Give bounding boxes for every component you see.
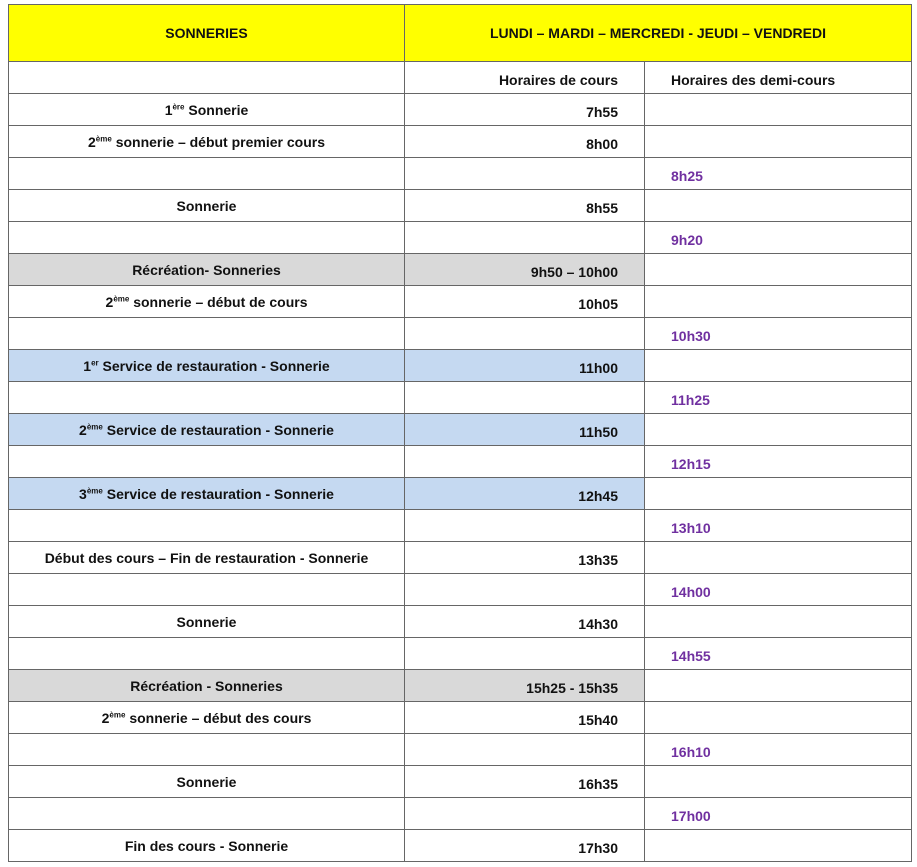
horaire-demi-cell bbox=[644, 606, 911, 637]
sonnerie-label-pre: Début des cours – Fin de restauration - Sonnerie bbox=[44, 549, 369, 566]
horaire-demi-cell bbox=[644, 158, 911, 189]
horaire-cours-cell bbox=[404, 190, 644, 221]
horaire-cours-cell bbox=[404, 318, 644, 349]
horaire-demi-cell bbox=[644, 638, 911, 669]
table-row bbox=[8, 478, 912, 510]
table-row bbox=[8, 94, 912, 126]
horaire-demi-cell bbox=[644, 382, 911, 413]
horaire-demi-cell bbox=[644, 670, 911, 701]
horaire-cours-cell bbox=[404, 478, 644, 509]
sonnerie-cell bbox=[9, 798, 404, 829]
sonnerie-label-sup: ème bbox=[113, 293, 130, 303]
horaire-cours-cell bbox=[404, 542, 644, 573]
sonnerie-cell bbox=[9, 414, 404, 445]
table-row bbox=[8, 734, 912, 766]
sonnerie-label bbox=[177, 774, 237, 790]
horaire-cours-cell bbox=[404, 414, 644, 445]
sonnerie-label-sup: ème bbox=[86, 421, 103, 431]
horaire-demi-cell bbox=[644, 830, 911, 861]
horaire-cours-cell bbox=[404, 222, 644, 253]
horaire-cours-cell bbox=[404, 510, 644, 541]
table-row bbox=[8, 126, 912, 158]
table-row bbox=[8, 190, 912, 222]
horaire-cours-value: 10h05 bbox=[578, 296, 618, 312]
sonnerie-label bbox=[130, 678, 283, 694]
horaire-demi-cell bbox=[644, 702, 911, 733]
table-row bbox=[8, 318, 912, 350]
horaire-cours-value: 14h30 bbox=[578, 616, 618, 632]
schedule-table bbox=[8, 4, 912, 862]
horaire-cours-value: 8h55 bbox=[586, 200, 618, 216]
sonnerie-cell bbox=[9, 766, 404, 797]
sonnerie-label-post: sonnerie – début de cours bbox=[129, 293, 308, 310]
horaire-demi-cell bbox=[644, 542, 911, 573]
sonnerie-label bbox=[83, 358, 329, 374]
sonnerie-cell bbox=[9, 222, 404, 253]
horaire-cours-cell bbox=[404, 286, 644, 317]
horaire-cours-value: 11h50 bbox=[579, 424, 618, 440]
sonnerie-label bbox=[79, 422, 334, 438]
horaire-demi-value: 14h00 bbox=[671, 584, 711, 600]
sonnerie-cell bbox=[9, 350, 404, 381]
horaire-cours-cell bbox=[404, 446, 644, 477]
subheader-horaires-cours-label: Horaires de cours bbox=[498, 72, 618, 88]
sonnerie-cell bbox=[9, 158, 404, 189]
table-row bbox=[8, 702, 912, 734]
header-days-label: LUNDI – MARDI – MERCREDI - JEUDI – VENDREDI bbox=[489, 25, 827, 41]
sonnerie-label-pre: 2 bbox=[101, 709, 110, 726]
sonnerie-cell bbox=[9, 478, 404, 509]
horaire-demi-value: 14h55 bbox=[671, 648, 711, 664]
sonnerie-label-pre: Sonnerie bbox=[176, 773, 237, 790]
horaire-cours-cell bbox=[404, 670, 644, 701]
sonnerie-cell bbox=[9, 702, 404, 733]
horaire-demi-cell bbox=[644, 350, 911, 381]
sonnerie-label-post: Service de restauration - Sonnerie bbox=[98, 357, 330, 374]
sonnerie-cell bbox=[9, 446, 404, 477]
horaire-demi-value: 16h10 bbox=[671, 744, 711, 760]
sonnerie-cell bbox=[9, 606, 404, 637]
sonnerie-cell bbox=[9, 542, 404, 573]
sonnerie-label-post: sonnerie – début des cours bbox=[125, 709, 312, 726]
horaire-cours-cell bbox=[404, 382, 644, 413]
table-row bbox=[8, 286, 912, 318]
horaire-cours-value: 17h30 bbox=[578, 840, 618, 856]
horaire-cours-cell bbox=[404, 702, 644, 733]
sonnerie-label bbox=[102, 710, 312, 726]
sonnerie-cell bbox=[9, 510, 404, 541]
sonnerie-label-pre: 1 bbox=[83, 357, 92, 374]
sonnerie-label-sup: ème bbox=[109, 709, 126, 719]
horaire-cours-cell bbox=[404, 766, 644, 797]
sonnerie-cell bbox=[9, 190, 404, 221]
horaire-demi-value: 9h20 bbox=[671, 232, 703, 248]
horaire-demi-cell bbox=[644, 286, 911, 317]
sonnerie-cell bbox=[9, 638, 404, 669]
sonnerie-label bbox=[106, 294, 308, 310]
table-row bbox=[8, 670, 912, 702]
table-row bbox=[8, 510, 912, 542]
sonnerie-label bbox=[132, 262, 281, 278]
sonnerie-cell bbox=[9, 94, 404, 125]
table-row bbox=[8, 766, 912, 798]
sonnerie-label-pre: 1 bbox=[164, 101, 173, 118]
sonnerie-label-pre: Récréation - Sonneries bbox=[130, 677, 283, 694]
table-row bbox=[8, 350, 912, 382]
sonnerie-label bbox=[125, 838, 288, 854]
subheader-horaires-demi-label: Horaires des demi-cours bbox=[671, 72, 836, 88]
table-row bbox=[8, 798, 912, 830]
horaire-cours-value: 9h50 – 10h00 bbox=[530, 264, 618, 280]
sonnerie-label-sup: er bbox=[91, 357, 99, 367]
horaire-demi-cell bbox=[644, 734, 911, 765]
sonnerie-label bbox=[79, 486, 334, 502]
horaire-demi-value: 11h25 bbox=[671, 392, 710, 408]
sonnerie-cell bbox=[9, 734, 404, 765]
horaire-cours-value: 12h45 bbox=[578, 488, 618, 504]
horaire-demi-cell bbox=[644, 574, 911, 605]
table-row bbox=[8, 638, 912, 670]
horaire-demi-cell bbox=[644, 94, 911, 125]
horaire-cours-cell bbox=[404, 126, 644, 157]
sonnerie-label-pre: Sonnerie bbox=[176, 613, 237, 630]
table-header-row bbox=[8, 4, 912, 62]
sonnerie-label bbox=[45, 550, 369, 566]
horaire-demi-cell bbox=[644, 414, 911, 445]
sonnerie-label-post: Sonnerie bbox=[184, 101, 249, 118]
header-sonneries-label: SONNERIES bbox=[165, 25, 248, 41]
sonnerie-cell bbox=[9, 254, 404, 285]
table-row bbox=[8, 574, 912, 606]
horaire-demi-cell bbox=[644, 190, 911, 221]
sonnerie-label-sup: ème bbox=[86, 485, 103, 495]
horaire-demi-value: 13h10 bbox=[671, 520, 711, 536]
horaire-demi-value: 8h25 bbox=[671, 168, 703, 184]
table-row bbox=[8, 414, 912, 446]
sonnerie-label bbox=[88, 134, 325, 150]
sonnerie-label bbox=[177, 198, 237, 214]
sonnerie-label-pre: Fin des cours - Sonnerie bbox=[124, 837, 289, 854]
sonnerie-label-sup: ème bbox=[95, 133, 112, 143]
horaire-cours-cell bbox=[404, 574, 644, 605]
table-row bbox=[8, 382, 912, 414]
sonnerie-cell bbox=[9, 830, 404, 861]
sonnerie-label-post: sonnerie – début premier cours bbox=[111, 133, 325, 150]
horaire-cours-value: 7h55 bbox=[586, 104, 618, 120]
subheader-demi-cell bbox=[644, 62, 911, 93]
horaire-cours-value: 16h35 bbox=[578, 776, 618, 792]
table-row bbox=[8, 158, 912, 190]
horaire-demi-value: 17h00 bbox=[671, 808, 711, 824]
table-row bbox=[8, 606, 912, 638]
horaire-cours-value: 8h00 bbox=[586, 136, 618, 152]
sonnerie-cell bbox=[9, 670, 404, 701]
table-row bbox=[8, 446, 912, 478]
table-row bbox=[8, 542, 912, 574]
horaire-demi-cell bbox=[644, 510, 911, 541]
table-row bbox=[8, 254, 912, 286]
horaire-cours-cell bbox=[404, 606, 644, 637]
horaire-cours-cell bbox=[404, 158, 644, 189]
sonnerie-label bbox=[165, 102, 249, 118]
sonnerie-label-pre: 3 bbox=[79, 485, 87, 502]
sonnerie-cell bbox=[9, 574, 404, 605]
horaire-demi-cell bbox=[644, 478, 911, 509]
horaire-cours-cell bbox=[404, 798, 644, 829]
horaire-demi-cell bbox=[644, 222, 911, 253]
horaire-cours-value: 15h25 - 15h35 bbox=[526, 680, 618, 696]
horaire-cours-value: 15h40 bbox=[578, 712, 618, 728]
sonnerie-cell bbox=[9, 318, 404, 349]
table-row bbox=[8, 222, 912, 254]
sonnerie-label-post: Service de restauration - Sonnerie bbox=[102, 485, 334, 502]
header-sonneries-cell bbox=[9, 5, 404, 61]
horaire-demi-value: 12h15 bbox=[671, 456, 711, 472]
sonnerie-label bbox=[177, 614, 237, 630]
horaire-demi-cell bbox=[644, 254, 911, 285]
header-days-cell bbox=[404, 5, 911, 61]
sonnerie-label-pre: 2 bbox=[105, 293, 114, 310]
sonnerie-cell bbox=[9, 126, 404, 157]
horaire-cours-value: 13h35 bbox=[578, 552, 618, 568]
horaire-demi-cell bbox=[644, 766, 911, 797]
horaire-cours-value: 11h00 bbox=[579, 360, 618, 376]
horaire-cours-cell bbox=[404, 254, 644, 285]
table-row bbox=[8, 830, 912, 862]
sonnerie-label-pre: 2 bbox=[79, 421, 87, 438]
horaire-cours-cell bbox=[404, 830, 644, 861]
sonnerie-label-post: Service de restauration - Sonnerie bbox=[102, 421, 334, 438]
horaire-cours-cell bbox=[404, 94, 644, 125]
sonnerie-label-pre: Sonnerie bbox=[176, 197, 237, 214]
horaire-demi-cell bbox=[644, 318, 911, 349]
sonnerie-label-pre: Récréation- Sonneries bbox=[132, 261, 281, 278]
sonnerie-cell bbox=[9, 382, 404, 413]
horaire-cours-cell bbox=[404, 734, 644, 765]
horaire-cours-cell bbox=[404, 350, 644, 381]
sonnerie-label-sup: ère bbox=[172, 101, 185, 111]
horaire-demi-cell bbox=[644, 126, 911, 157]
sonnerie-label-pre: 2 bbox=[88, 133, 96, 150]
horaire-cours-cell bbox=[404, 638, 644, 669]
horaire-demi-value: 10h30 bbox=[671, 328, 711, 344]
horaire-demi-cell bbox=[644, 446, 911, 477]
table-subheader-row bbox=[8, 62, 912, 94]
sonnerie-cell bbox=[9, 286, 404, 317]
horaire-demi-cell bbox=[644, 798, 911, 829]
subheader-empty-cell bbox=[9, 62, 404, 93]
subheader-horaires-cell bbox=[404, 62, 644, 93]
